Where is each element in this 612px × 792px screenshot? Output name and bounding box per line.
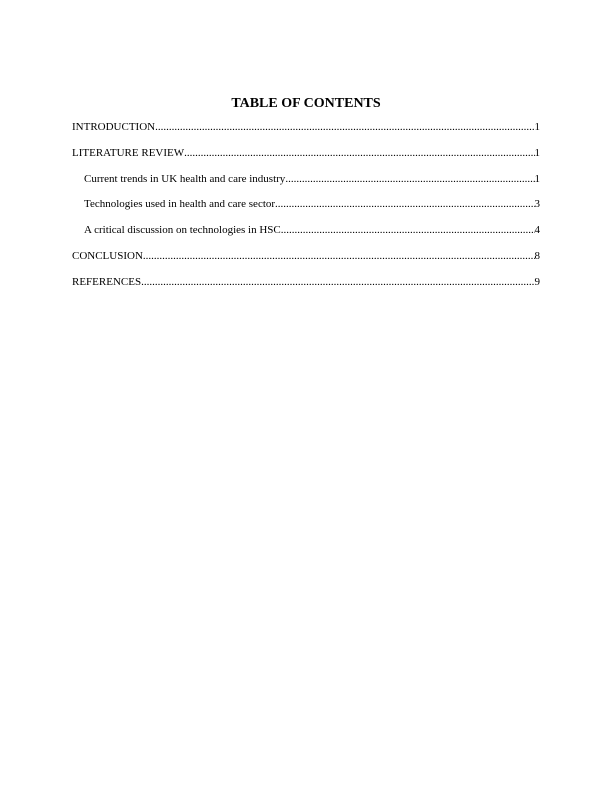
toc-entry-page-number: 1 bbox=[534, 172, 540, 185]
toc-entry-label: A critical discussion on technologies in HSC bbox=[84, 224, 281, 237]
toc-entry-label: INTRODUCTION bbox=[72, 121, 156, 133]
toc-entry-critical-discussion[interactable] bbox=[72, 223, 540, 249]
toc-dot-leader bbox=[275, 197, 534, 211]
toc-dot-leader bbox=[143, 249, 535, 263]
toc-dot-leader bbox=[285, 172, 534, 186]
toc-list bbox=[72, 120, 540, 301]
toc-dot-leader bbox=[184, 146, 534, 160]
toc-entry-page-number: 4 bbox=[534, 224, 540, 237]
toc-dot-leader bbox=[155, 120, 534, 134]
toc-entry-label: LITERATURE REVIEW bbox=[72, 146, 185, 159]
toc-entry-page-number: 1 bbox=[534, 146, 540, 159]
toc-entry-references[interactable] bbox=[72, 275, 540, 301]
toc-title: TABLE OF CONTENTS bbox=[231, 96, 381, 111]
toc-entry-introduction[interactable] bbox=[72, 120, 540, 146]
toc-entry-label: Current trends in UK health and care industry bbox=[84, 172, 286, 185]
toc-entry-label: Technologies used in health and care sector bbox=[84, 198, 276, 211]
toc-entry-page-number: 1 bbox=[534, 121, 540, 133]
toc-dot-leader bbox=[281, 223, 535, 237]
toc-entry-conclusion[interactable] bbox=[72, 249, 540, 275]
toc-dot-leader bbox=[141, 275, 534, 289]
toc-entry-label: REFERENCES bbox=[72, 275, 142, 288]
toc-entry-technologies-used[interactable] bbox=[72, 197, 540, 223]
toc-entry-label: CONCLUSION bbox=[72, 249, 143, 262]
toc-entry-literature-review[interactable] bbox=[72, 146, 540, 172]
toc-entry-page-number: 8 bbox=[534, 249, 540, 262]
toc-entry-page-number: 9 bbox=[534, 275, 540, 288]
toc-entry-current-trends[interactable] bbox=[72, 172, 540, 198]
toc-entry-page-number: 3 bbox=[534, 198, 540, 211]
